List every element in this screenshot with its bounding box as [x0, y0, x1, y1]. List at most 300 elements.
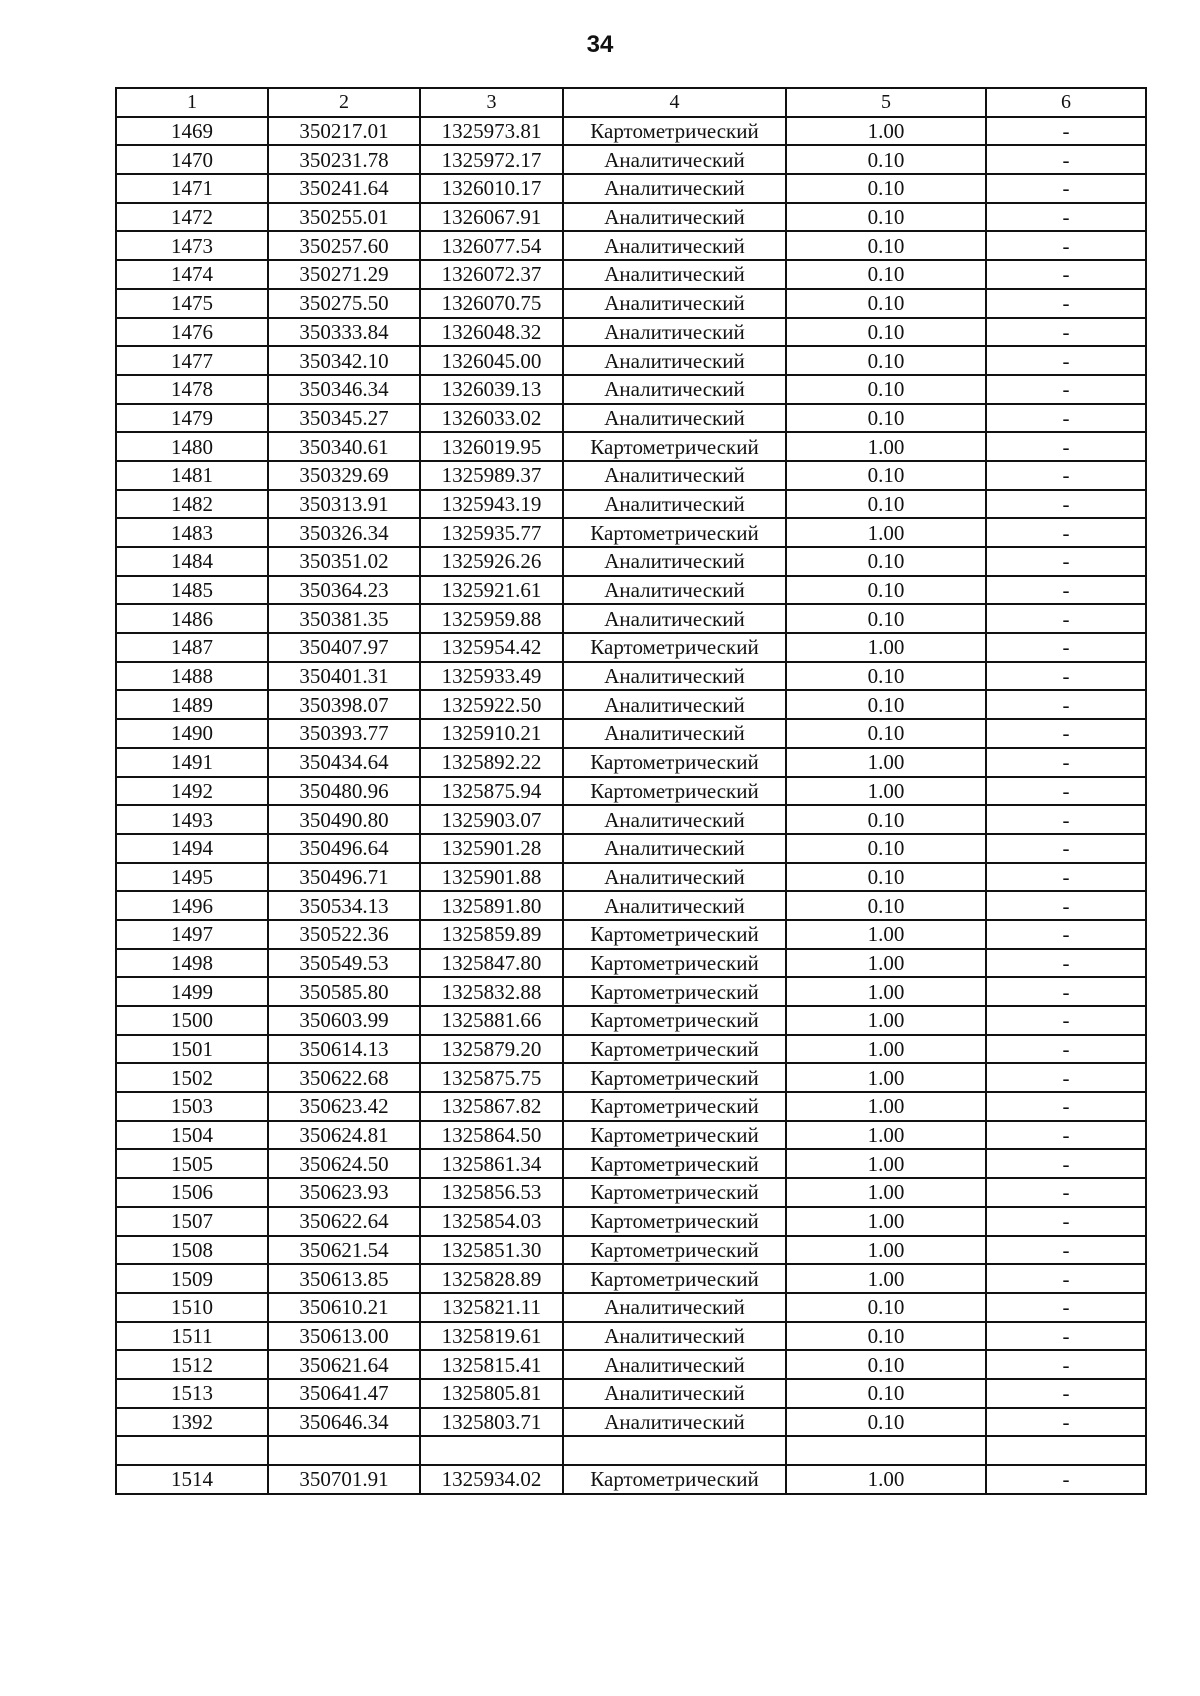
accuracy-cell: 1.00 [786, 920, 986, 949]
point-number-cell: 1497 [116, 920, 268, 949]
y-coordinate-cell: 1325922.50 [420, 690, 563, 719]
note-cell: - [986, 662, 1146, 691]
point-number-cell: 1495 [116, 863, 268, 892]
method-cell: Картометрический [563, 1063, 786, 1092]
table-row [116, 1293, 1146, 1322]
table-row [116, 1149, 1146, 1178]
accuracy-cell: 1.00 [786, 633, 986, 662]
y-coordinate-cell: 1325881.66 [420, 1006, 563, 1035]
accuracy-cell: 1.00 [786, 1207, 986, 1236]
method-cell: Картометрический [563, 1092, 786, 1121]
accuracy-cell: 0.10 [786, 490, 986, 519]
table-row [116, 891, 1146, 920]
point-number-cell: 1491 [116, 748, 268, 777]
y-coordinate-cell: 1326010.17 [420, 174, 563, 203]
table-row [116, 633, 1146, 662]
method-cell: Картометрический [563, 748, 786, 777]
point-number-cell: 1475 [116, 289, 268, 318]
y-coordinate-cell: 1325864.50 [420, 1121, 563, 1150]
accuracy-cell: 0.10 [786, 1379, 986, 1408]
table-row [116, 289, 1146, 318]
point-number-cell: 1487 [116, 633, 268, 662]
table-row [116, 1121, 1146, 1150]
y-coordinate-cell: 1325828.89 [420, 1264, 563, 1293]
point-number-cell: 1473 [116, 231, 268, 260]
method-cell: Картометрический [563, 1207, 786, 1236]
y-coordinate-cell: 1326070.75 [420, 289, 563, 318]
note-cell: - [986, 719, 1146, 748]
note-cell: - [986, 231, 1146, 260]
table-row [116, 1350, 1146, 1379]
y-coordinate-cell: 1325892.22 [420, 748, 563, 777]
x-coordinate-cell: 350621.64 [268, 1350, 420, 1379]
method-cell: Аналитический [563, 805, 786, 834]
y-coordinate-cell: 1326039.13 [420, 375, 563, 404]
y-coordinate-cell: 1325910.21 [420, 719, 563, 748]
accuracy-cell: 0.10 [786, 346, 986, 375]
point-number-cell: 1476 [116, 318, 268, 347]
column-header: 3 [420, 88, 563, 117]
x-coordinate-cell: 350701.91 [268, 1465, 420, 1494]
method-cell: Картометрический [563, 633, 786, 662]
table-row [116, 748, 1146, 777]
table-row [116, 576, 1146, 605]
x-coordinate-cell: 350393.77 [268, 719, 420, 748]
note-cell: - [986, 518, 1146, 547]
method-cell: Аналитический [563, 662, 786, 691]
accuracy-cell: 1.00 [786, 117, 986, 146]
point-number-cell: 1484 [116, 547, 268, 576]
accuracy-cell: 0.10 [786, 891, 986, 920]
note-cell: - [986, 260, 1146, 289]
method-cell: Аналитический [563, 891, 786, 920]
x-coordinate-cell: 350585.80 [268, 977, 420, 1006]
accuracy-cell: 1.00 [786, 1465, 986, 1494]
accuracy-cell: 1.00 [786, 518, 986, 547]
point-number-cell: 1513 [116, 1379, 268, 1408]
x-coordinate-cell: 350613.85 [268, 1264, 420, 1293]
x-coordinate-cell: 350624.50 [268, 1149, 420, 1178]
note-cell: - [986, 1264, 1146, 1293]
y-coordinate-cell: 1325851.30 [420, 1236, 563, 1265]
table-row [116, 432, 1146, 461]
table-row [116, 117, 1146, 146]
method-cell: Аналитический [563, 203, 786, 232]
x-coordinate-cell: 350351.02 [268, 547, 420, 576]
x-coordinate-cell: 350241.64 [268, 174, 420, 203]
accuracy-cell: 1.00 [786, 1035, 986, 1064]
point-number-cell: 1485 [116, 576, 268, 605]
note-cell: - [986, 1149, 1146, 1178]
point-number-cell: 1392 [116, 1408, 268, 1437]
x-coordinate-cell: 350534.13 [268, 891, 420, 920]
accuracy-cell: 0.10 [786, 1350, 986, 1379]
table-row [116, 260, 1146, 289]
note-cell: - [986, 1006, 1146, 1035]
accuracy-cell: 0.10 [786, 1408, 986, 1437]
point-number-cell: 1486 [116, 604, 268, 633]
accuracy-cell: 1.00 [786, 1236, 986, 1265]
accuracy-cell: 1.00 [786, 1006, 986, 1035]
note-cell: - [986, 1350, 1146, 1379]
x-coordinate-cell: 350623.93 [268, 1178, 420, 1207]
table-row [116, 490, 1146, 519]
y-coordinate-cell: 1326019.95 [420, 432, 563, 461]
point-number-cell: 1501 [116, 1035, 268, 1064]
x-coordinate-cell: 350364.23 [268, 576, 420, 605]
x-coordinate-cell: 350622.64 [268, 1207, 420, 1236]
table-row [116, 375, 1146, 404]
coordinates-table-body [116, 88, 1146, 1494]
y-coordinate-cell: 1326048.32 [420, 318, 563, 347]
note-cell: - [986, 117, 1146, 146]
note-cell: - [986, 289, 1146, 318]
method-cell: Аналитический [563, 346, 786, 375]
x-coordinate-cell: 350623.42 [268, 1092, 420, 1121]
table-row [116, 604, 1146, 633]
x-coordinate-cell: 350603.99 [268, 1006, 420, 1035]
point-number-cell: 1472 [116, 203, 268, 232]
method-cell: Аналитический [563, 690, 786, 719]
y-coordinate-cell: 1325861.34 [420, 1149, 563, 1178]
y-coordinate-cell [420, 1436, 563, 1465]
note-cell: - [986, 977, 1146, 1006]
table-row [116, 1465, 1146, 1494]
note-cell: - [986, 145, 1146, 174]
method-cell: Аналитический [563, 834, 786, 863]
table-row [116, 1408, 1146, 1437]
table-row [116, 690, 1146, 719]
point-number-cell: 1509 [116, 1264, 268, 1293]
method-cell: Картометрический [563, 1178, 786, 1207]
x-coordinate-cell: 350333.84 [268, 318, 420, 347]
table-row [116, 1035, 1146, 1064]
method-cell: Аналитический [563, 863, 786, 892]
point-number-cell: 1510 [116, 1293, 268, 1322]
table-row [116, 1379, 1146, 1408]
note-cell: - [986, 346, 1146, 375]
y-coordinate-cell: 1325847.80 [420, 949, 563, 978]
y-coordinate-cell: 1325875.75 [420, 1063, 563, 1092]
note-cell: - [986, 1408, 1146, 1437]
table-row [116, 863, 1146, 892]
note-cell: - [986, 834, 1146, 863]
point-number-cell: 1481 [116, 461, 268, 490]
x-coordinate-cell: 350381.35 [268, 604, 420, 633]
note-cell: - [986, 432, 1146, 461]
x-coordinate-cell: 350549.53 [268, 949, 420, 978]
method-cell: Аналитический [563, 289, 786, 318]
point-number-cell: 1488 [116, 662, 268, 691]
note-cell: - [986, 375, 1146, 404]
point-number-cell: 1514 [116, 1465, 268, 1494]
accuracy-cell: 1.00 [786, 1063, 986, 1092]
point-number-cell: 1469 [116, 117, 268, 146]
point-number-cell: 1493 [116, 805, 268, 834]
accuracy-cell: 1.00 [786, 1264, 986, 1293]
x-coordinate-cell: 350624.81 [268, 1121, 420, 1150]
note-cell: - [986, 777, 1146, 806]
note-cell: - [986, 690, 1146, 719]
note-cell: - [986, 863, 1146, 892]
method-cell: Аналитический [563, 174, 786, 203]
x-coordinate-cell: 350621.54 [268, 1236, 420, 1265]
y-coordinate-cell: 1325935.77 [420, 518, 563, 547]
x-coordinate-cell: 350275.50 [268, 289, 420, 318]
note-cell: - [986, 318, 1146, 347]
table-row [116, 318, 1146, 347]
accuracy-cell: 1.00 [786, 1178, 986, 1207]
point-number-cell: 1511 [116, 1322, 268, 1351]
x-coordinate-cell: 350610.21 [268, 1293, 420, 1322]
y-coordinate-cell: 1325803.71 [420, 1408, 563, 1437]
method-cell: Аналитический [563, 318, 786, 347]
method-cell: Картометрический [563, 977, 786, 1006]
table-row [116, 174, 1146, 203]
accuracy-cell: 1.00 [786, 1121, 986, 1150]
accuracy-cell: 0.10 [786, 719, 986, 748]
point-number-cell: 1489 [116, 690, 268, 719]
accuracy-cell: 1.00 [786, 777, 986, 806]
x-coordinate-cell: 350496.71 [268, 863, 420, 892]
note-cell: - [986, 1035, 1146, 1064]
point-number-cell: 1508 [116, 1236, 268, 1265]
accuracy-cell: 0.10 [786, 834, 986, 863]
method-cell: Аналитический [563, 576, 786, 605]
x-coordinate-cell: 350480.96 [268, 777, 420, 806]
y-coordinate-cell: 1325933.49 [420, 662, 563, 691]
accuracy-cell: 0.10 [786, 203, 986, 232]
coordinates-table [115, 87, 1147, 1495]
note-cell: - [986, 805, 1146, 834]
y-coordinate-cell: 1325832.88 [420, 977, 563, 1006]
table-row [116, 949, 1146, 978]
x-coordinate-cell: 350407.97 [268, 633, 420, 662]
accuracy-cell: 0.10 [786, 461, 986, 490]
y-coordinate-cell: 1325972.17 [420, 145, 563, 174]
table-row [116, 662, 1146, 691]
table-row [116, 834, 1146, 863]
y-coordinate-cell: 1325815.41 [420, 1350, 563, 1379]
table-row [116, 719, 1146, 748]
method-cell: Картометрический [563, 1149, 786, 1178]
y-coordinate-cell: 1325879.20 [420, 1035, 563, 1064]
note-cell [986, 1436, 1146, 1465]
y-coordinate-cell: 1325891.80 [420, 891, 563, 920]
table-row [116, 1092, 1146, 1121]
method-cell: Аналитический [563, 231, 786, 260]
method-cell: Картометрический [563, 1121, 786, 1150]
point-number-cell: 1483 [116, 518, 268, 547]
table-row [116, 1178, 1146, 1207]
note-cell: - [986, 1465, 1146, 1494]
table-row [116, 145, 1146, 174]
note-cell: - [986, 1063, 1146, 1092]
y-coordinate-cell: 1325805.81 [420, 1379, 563, 1408]
accuracy-cell: 0.10 [786, 604, 986, 633]
x-coordinate-cell: 350271.29 [268, 260, 420, 289]
note-cell: - [986, 633, 1146, 662]
accuracy-cell: 0.10 [786, 260, 986, 289]
x-coordinate-cell [268, 1436, 420, 1465]
page-number: 34 [586, 31, 614, 58]
y-coordinate-cell: 1325989.37 [420, 461, 563, 490]
note-cell: - [986, 1207, 1146, 1236]
method-cell: Аналитический [563, 1322, 786, 1351]
x-coordinate-cell: 350313.91 [268, 490, 420, 519]
method-cell: Картометрический [563, 1264, 786, 1293]
table-row [116, 920, 1146, 949]
method-cell: Аналитический [563, 375, 786, 404]
x-coordinate-cell: 350342.10 [268, 346, 420, 375]
y-coordinate-cell: 1325921.61 [420, 576, 563, 605]
point-number-cell: 1498 [116, 949, 268, 978]
note-cell: - [986, 461, 1146, 490]
table-row [116, 404, 1146, 433]
accuracy-cell: 1.00 [786, 977, 986, 1006]
x-coordinate-cell: 350522.36 [268, 920, 420, 949]
accuracy-cell: 0.10 [786, 690, 986, 719]
method-cell: Картометрический [563, 777, 786, 806]
note-cell: - [986, 949, 1146, 978]
method-cell: Картометрический [563, 920, 786, 949]
x-coordinate-cell: 350496.64 [268, 834, 420, 863]
point-number-cell: 1499 [116, 977, 268, 1006]
accuracy-cell: 0.10 [786, 231, 986, 260]
note-cell: - [986, 920, 1146, 949]
method-cell: Картометрический [563, 1236, 786, 1265]
method-cell: Картометрический [563, 432, 786, 461]
method-cell: Аналитический [563, 404, 786, 433]
y-coordinate-cell: 1325821.11 [420, 1293, 563, 1322]
method-cell: Аналитический [563, 1293, 786, 1322]
point-number-cell: 1504 [116, 1121, 268, 1150]
y-coordinate-cell: 1325926.26 [420, 547, 563, 576]
accuracy-cell: 0.10 [786, 174, 986, 203]
x-coordinate-cell: 350641.47 [268, 1379, 420, 1408]
accuracy-cell: 0.10 [786, 289, 986, 318]
method-cell: Картометрический [563, 1006, 786, 1035]
note-cell: - [986, 1092, 1146, 1121]
point-number-cell: 1512 [116, 1350, 268, 1379]
note-cell: - [986, 1121, 1146, 1150]
note-cell: - [986, 174, 1146, 203]
table-row [116, 461, 1146, 490]
y-coordinate-cell: 1325903.07 [420, 805, 563, 834]
point-number-cell: 1490 [116, 719, 268, 748]
x-coordinate-cell: 350613.00 [268, 1322, 420, 1351]
note-cell: - [986, 1236, 1146, 1265]
accuracy-cell: 1.00 [786, 432, 986, 461]
table-row [116, 1436, 1146, 1465]
y-coordinate-cell: 1325934.02 [420, 1465, 563, 1494]
point-number-cell: 1494 [116, 834, 268, 863]
accuracy-cell: 1.00 [786, 1149, 986, 1178]
column-header: 5 [786, 88, 986, 117]
table-row [116, 977, 1146, 1006]
table-row [116, 203, 1146, 232]
note-cell: - [986, 490, 1146, 519]
column-header: 6 [986, 88, 1146, 117]
method-cell: Аналитический [563, 1350, 786, 1379]
point-number-cell: 1492 [116, 777, 268, 806]
y-coordinate-cell: 1326077.54 [420, 231, 563, 260]
y-coordinate-cell: 1325875.94 [420, 777, 563, 806]
note-cell: - [986, 1379, 1146, 1408]
point-number-cell: 1479 [116, 404, 268, 433]
method-cell: Аналитический [563, 145, 786, 174]
x-coordinate-cell: 350646.34 [268, 1408, 420, 1437]
method-cell: Аналитический [563, 1379, 786, 1408]
accuracy-cell [786, 1436, 986, 1465]
note-cell: - [986, 891, 1146, 920]
column-header: 4 [563, 88, 786, 117]
table-row [116, 231, 1146, 260]
note-cell: - [986, 1293, 1146, 1322]
point-number-cell: 1478 [116, 375, 268, 404]
y-coordinate-cell: 1325859.89 [420, 920, 563, 949]
point-number-cell [116, 1436, 268, 1465]
x-coordinate-cell: 350614.13 [268, 1035, 420, 1064]
y-coordinate-cell: 1325901.28 [420, 834, 563, 863]
y-coordinate-cell: 1325819.61 [420, 1322, 563, 1351]
y-coordinate-cell: 1325854.03 [420, 1207, 563, 1236]
y-coordinate-cell: 1326033.02 [420, 404, 563, 433]
column-header: 1 [116, 88, 268, 117]
method-cell: Аналитический [563, 719, 786, 748]
method-cell: Картометрический [563, 1035, 786, 1064]
x-coordinate-cell: 350326.34 [268, 518, 420, 547]
method-cell: Картометрический [563, 949, 786, 978]
y-coordinate-cell: 1325959.88 [420, 604, 563, 633]
table-header-row [116, 88, 1146, 117]
x-coordinate-cell: 350401.31 [268, 662, 420, 691]
y-coordinate-cell: 1325901.88 [420, 863, 563, 892]
point-number-cell: 1503 [116, 1092, 268, 1121]
method-cell: Аналитический [563, 1408, 786, 1437]
method-cell: Аналитический [563, 260, 786, 289]
method-cell: Картометрический [563, 117, 786, 146]
y-coordinate-cell: 1325867.82 [420, 1092, 563, 1121]
x-coordinate-cell: 350622.68 [268, 1063, 420, 1092]
point-number-cell: 1471 [116, 174, 268, 203]
table-row [116, 777, 1146, 806]
accuracy-cell: 0.10 [786, 863, 986, 892]
x-coordinate-cell: 350490.80 [268, 805, 420, 834]
point-number-cell: 1507 [116, 1207, 268, 1236]
note-cell: - [986, 576, 1146, 605]
point-number-cell: 1480 [116, 432, 268, 461]
point-number-cell: 1496 [116, 891, 268, 920]
point-number-cell: 1502 [116, 1063, 268, 1092]
x-coordinate-cell: 350255.01 [268, 203, 420, 232]
point-number-cell: 1477 [116, 346, 268, 375]
table-row [116, 1006, 1146, 1035]
method-cell [563, 1436, 786, 1465]
note-cell: - [986, 547, 1146, 576]
accuracy-cell: 0.10 [786, 375, 986, 404]
note-cell: - [986, 748, 1146, 777]
note-cell: - [986, 1178, 1146, 1207]
accuracy-cell: 1.00 [786, 748, 986, 777]
table-row [116, 346, 1146, 375]
x-coordinate-cell: 350346.34 [268, 375, 420, 404]
x-coordinate-cell: 350434.64 [268, 748, 420, 777]
note-cell: - [986, 604, 1146, 633]
y-coordinate-cell: 1326072.37 [420, 260, 563, 289]
method-cell: Аналитический [563, 604, 786, 633]
accuracy-cell: 1.00 [786, 1092, 986, 1121]
